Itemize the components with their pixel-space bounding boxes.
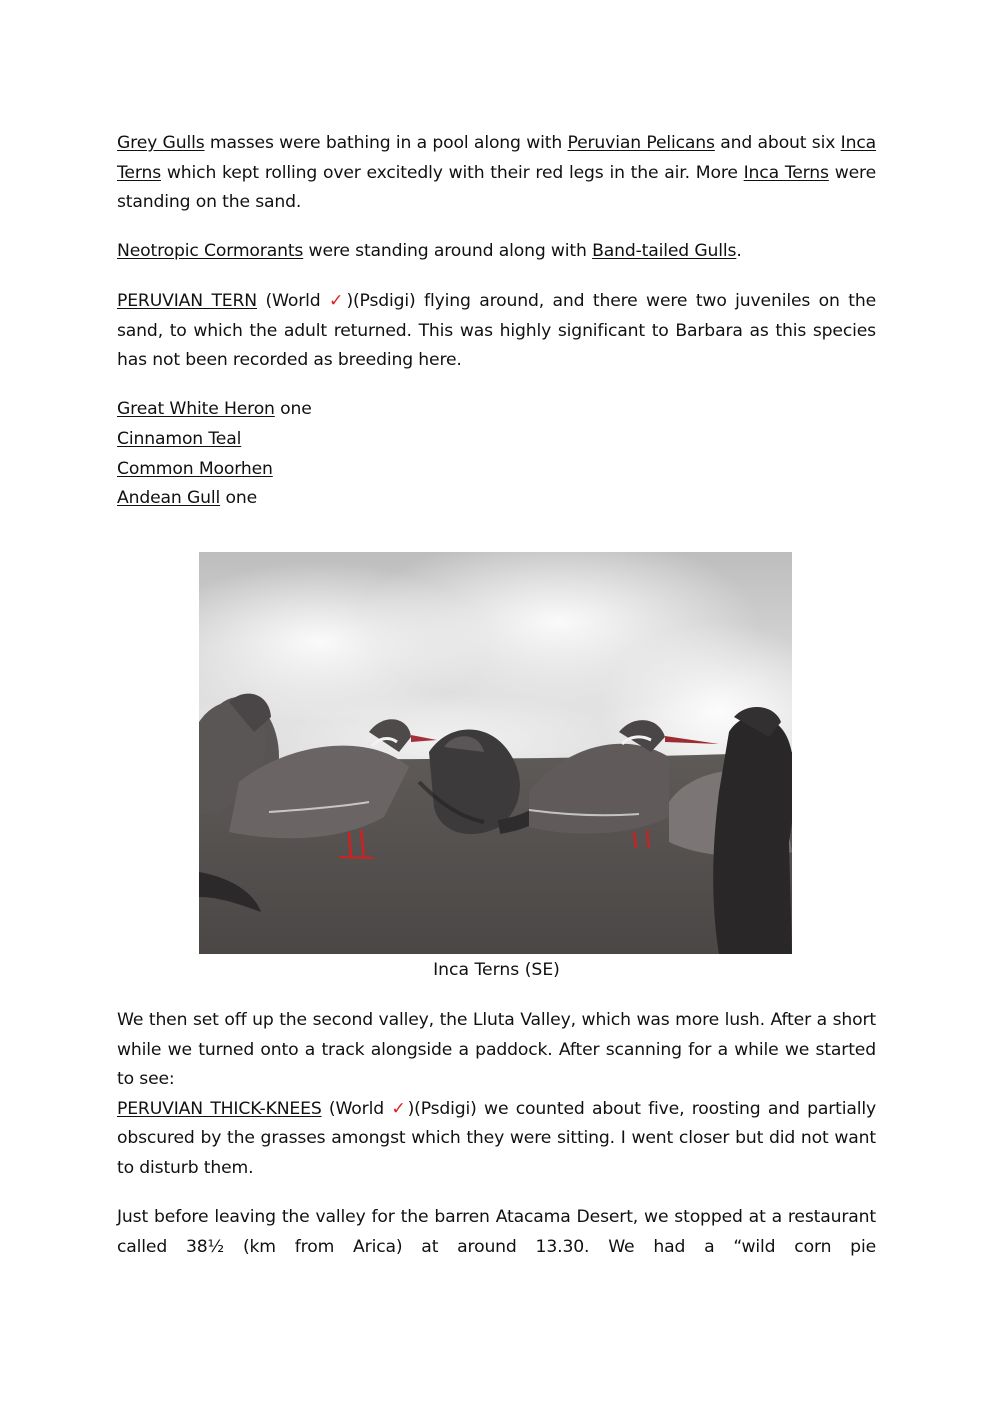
species-note: one [274,399,312,419]
text-run: masses were bathing in a pool along with [204,133,568,153]
inca-terns-photo [199,552,792,954]
text-run: (World [321,1098,392,1119]
list-item [117,455,876,485]
species-note: one [220,488,257,509]
list-item [117,425,876,455]
species-peruvian-pelicans: Peruvian Pelicans [567,133,715,153]
text-run: . [736,241,742,261]
species-grey-gulls: Grey Gulls [117,133,205,153]
species-name: Cinnamon Teal [117,428,242,449]
paragraph-peruvian-tern [117,287,876,376]
checkmark-icon: ✓ [391,1098,408,1119]
text-run: were standing on the sand. [117,162,877,212]
text-run: (World [257,291,330,311]
species-neotropic-cormorants: Neotropic Cormorants [117,241,304,261]
text-run: )(Psdigi) flying around, and there were two juveniles on the sand, to which the adult returned. This was highly significant to Barbara as this species has not been recorded as breeding here. [117,291,876,370]
list-item [117,484,876,514]
text-run: We then set off up the second valley, the Lluta Valley, which was more lush. After a short while we turned onto a track alongside a paddock. After scanning for a while we started to see: [117,1010,876,1089]
photo-caption: Inca Terns (SE) [433,960,560,980]
paragraph-grey-gulls [117,129,876,218]
text-run: were standing around along with [303,241,593,261]
species-list [117,395,876,514]
text-run: )(Psdigi) we counted about five, roosting and partially obscured by the grasses amongst which they were sitting. I went closer but did not want to disturb them. [117,1098,876,1178]
species-peruvian-tern: PERUVIAN TERN [117,291,258,311]
species-name: Great White Heron [117,399,275,419]
text-run: and about six [714,133,841,153]
species-name: Andean Gull [117,488,221,509]
paragraph-cormorants [117,237,876,267]
photo-illustration [199,552,792,954]
species-inca-terns: Inca Terns [117,133,877,183]
checkmark-icon: ✓ [329,291,347,311]
species-band-tailed-gulls: Band-tailed Gulls [592,241,737,261]
species-peruvian-thick-knees: PERUVIAN THICK-KNEES [117,1098,322,1119]
species-name: Common Moorhen [117,458,273,479]
species-inca-terns-2: Inca Terns [743,162,829,183]
list-item [117,395,876,425]
text-run: Just before leaving the valley for the barren Atacama Desert, we stopped at a restaurant called 38½ (km from Arica) at around 13.30. We had a “wild corn pie [117,1207,876,1257]
paragraph-lluta-valley [117,1006,876,1183]
text-run: which kept rolling over excitedly with their red legs in the air. More [161,162,744,183]
paragraph-restaurant [117,1203,876,1262]
